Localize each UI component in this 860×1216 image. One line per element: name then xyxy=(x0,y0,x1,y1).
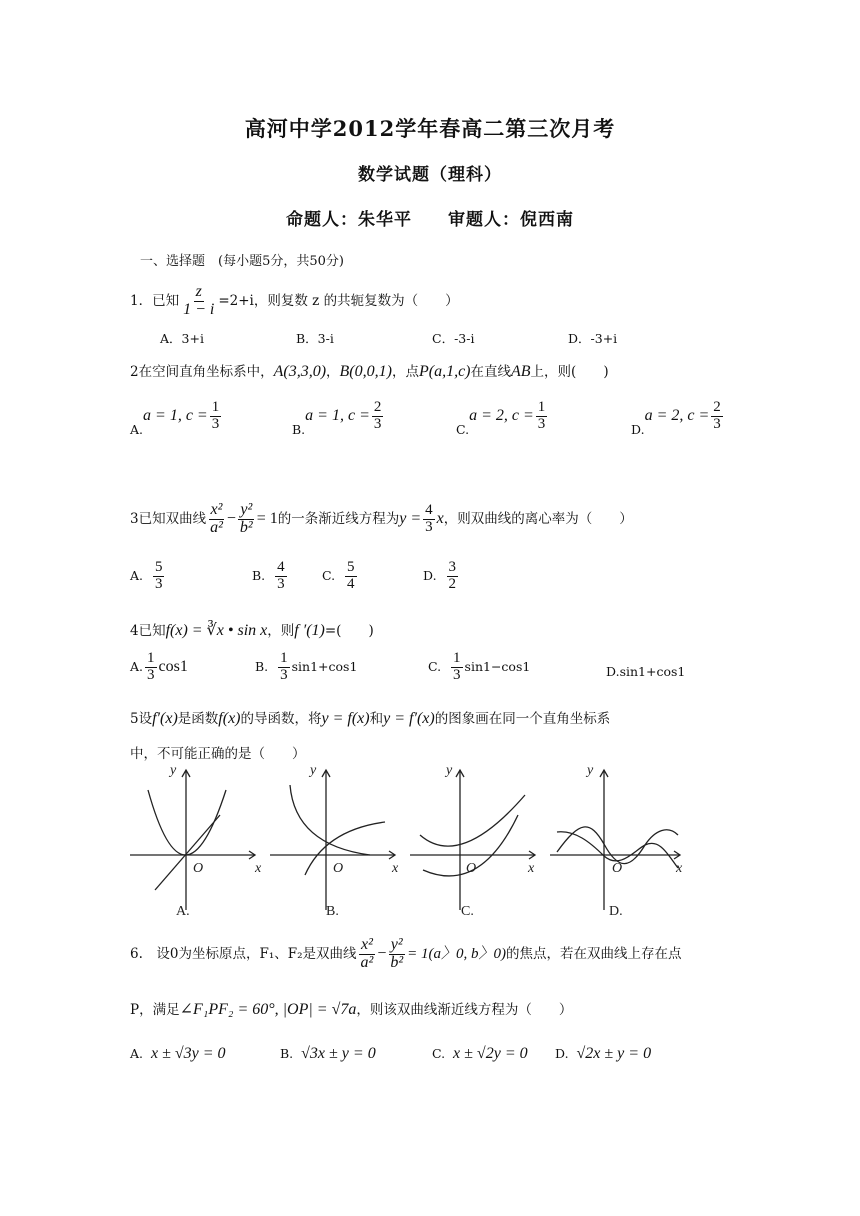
q2-option-c-expr: a = 2, c = xyxy=(469,406,534,424)
q3-frac-y-den: b² xyxy=(239,518,253,536)
q2-option-a-label: A. xyxy=(130,421,144,437)
q4-option-c-tail: sin1−cos1 xyxy=(464,658,531,674)
q2-option-b-num: 2 xyxy=(373,399,382,415)
q2-option-d-den: 3 xyxy=(713,415,721,432)
q3-frac-x-num: x² xyxy=(210,501,223,518)
q5-prefix: 5设 xyxy=(130,711,153,727)
q6-option-b-expr: √3x ± y = 0 xyxy=(301,1045,376,1062)
q6-condition: = 1(a〉0, b〉0) xyxy=(407,945,507,962)
q6-option-d xyxy=(555,1045,651,1063)
q3-option-a xyxy=(130,560,166,593)
q6-option-c-label: C. xyxy=(432,1046,446,1061)
q3-y: y = xyxy=(399,509,422,527)
q2-option-d-frac xyxy=(711,400,723,433)
q3-option-d-label: D. xyxy=(423,567,437,583)
q6-line2-suffix: ，则该双曲线渐近线方程为（ ） xyxy=(356,1002,573,1018)
q2-option-a-frac xyxy=(210,400,222,433)
q5-t3: 的图象画在同一个直角坐标系 xyxy=(434,711,611,727)
graph-b-curve-2 xyxy=(305,822,385,875)
graph-d-curve-1 xyxy=(557,827,678,864)
q2-line-ab: AB xyxy=(511,363,531,380)
q3-option-c-label: C. xyxy=(322,567,336,583)
q3-option-d-frac xyxy=(447,560,459,593)
section-heading: 一、选择题 (每小题5分，共50分) xyxy=(140,254,344,269)
q3-option-b-num: 4 xyxy=(277,559,285,575)
q2-option-c-num: 1 xyxy=(537,399,546,415)
q5-y1: y = f(x) xyxy=(321,710,370,727)
q4-option-a-num: 1 xyxy=(147,650,155,666)
q3-eq1: = 1 xyxy=(256,509,278,527)
q6-condition-2: ∠F₁PF₂ = 60°, |OP| = √7a xyxy=(179,1001,357,1018)
q5-graphs xyxy=(120,760,700,925)
q6-frac-y xyxy=(388,937,405,972)
graph-b-curve-1 xyxy=(290,785,370,855)
q4-suffix: =( ) xyxy=(324,623,374,639)
q4-option-b-den: 3 xyxy=(280,666,288,683)
q2-option-b-label: B. xyxy=(292,421,306,437)
q1-text: =2+i，则复数 z 的共轭复数为（ ） xyxy=(218,292,459,309)
q1-prefix: 1．已知 xyxy=(130,292,180,309)
q1-option-c: C．-3-i xyxy=(432,331,475,346)
q6-option-c-expr: x ± √2y = 0 xyxy=(453,1045,528,1062)
q6-prefix: 6. 设0为坐标原点，F₁、F₂是双曲线 xyxy=(130,945,357,962)
q5-fprime: f′(x) xyxy=(152,710,178,727)
graph-b-origin: O xyxy=(333,861,344,876)
graph-d-y-label: y xyxy=(587,763,594,778)
question-3 xyxy=(130,502,633,537)
question-5 xyxy=(130,707,610,728)
graph-b-x-label: x xyxy=(392,861,399,876)
q3-option-b-frac xyxy=(275,560,287,593)
q1-frac-num: z xyxy=(195,283,202,300)
q4-option-a-frac xyxy=(145,651,157,684)
q1-option-a: A．3+i xyxy=(160,331,204,346)
graph-c-origin: O xyxy=(466,861,477,876)
q1-option-d: D．-3+i xyxy=(568,331,618,346)
q1-frac-den: 1 − i xyxy=(183,300,215,318)
q5-t1: 是函数 xyxy=(177,711,219,727)
q3-option-b-den: 3 xyxy=(277,575,285,592)
q2-option-b-frac xyxy=(372,400,384,433)
q6-line2 xyxy=(130,998,572,1019)
q3-option-a-num: 5 xyxy=(154,559,163,575)
q2-point-a: A(3,3,0) xyxy=(273,363,327,380)
q6-frac-y-den: b² xyxy=(390,953,404,971)
q6-frac-x xyxy=(359,937,376,972)
q6-option-b xyxy=(280,1045,376,1063)
q6-option-b-label: B. xyxy=(280,1046,294,1061)
graph-d-x-label: x xyxy=(676,861,683,876)
q4-option-a xyxy=(130,651,188,684)
q6-minus: − xyxy=(377,944,387,962)
q1-fraction xyxy=(181,284,216,319)
question-6 xyxy=(130,937,682,972)
q3-suffix: ，则双曲线的离心率为（ ） xyxy=(443,510,633,527)
q4-option-c-den: 3 xyxy=(453,666,461,683)
q3-option-a-frac xyxy=(153,560,165,593)
q2-option-c-frac xyxy=(536,400,548,433)
q1-option-b: B．3-i xyxy=(296,331,334,346)
q6-option-a xyxy=(130,1045,226,1063)
q2-option-c xyxy=(456,400,549,437)
graph-b-label: B. xyxy=(326,904,339,919)
graph-c-curve-1 xyxy=(420,795,525,846)
q3-option-c-num: 5 xyxy=(347,559,355,575)
question-2 xyxy=(130,360,609,381)
q2-option-d xyxy=(631,400,725,437)
q6-option-a-label: A. xyxy=(130,1046,144,1061)
q3-option-d-den: 2 xyxy=(448,575,457,592)
q4-option-b-label: B. xyxy=(255,658,269,674)
q3-option-a-den: 3 xyxy=(154,575,163,592)
q2-option-c-label: C. xyxy=(456,421,470,437)
graph-a-origin: O xyxy=(193,861,204,876)
q2-option-d-num: 2 xyxy=(713,399,721,415)
q3-frac-y-num: y² xyxy=(240,501,253,518)
q4-option-c xyxy=(428,651,530,684)
q6-frac-y-num: y² xyxy=(390,936,403,953)
q4-option-a-label: A. xyxy=(130,658,144,674)
graph-d-label: D. xyxy=(609,904,623,919)
q2-prefix: 2在空间直角坐标系中， xyxy=(130,364,274,380)
q3-option-c-den: 4 xyxy=(347,575,355,592)
q4-option-a-tail: cos1 xyxy=(158,657,188,675)
graph-a-y-label: y xyxy=(170,763,177,778)
q3-mid: 的一条渐近线方程为 xyxy=(277,510,400,527)
graph-a-label: A. xyxy=(176,904,190,919)
page-title: 高河中学2012学年春高二第三次月考 xyxy=(244,116,616,141)
q4-option-a-den: 3 xyxy=(147,666,155,683)
q4-option-d-tail: sin1+cos1 xyxy=(619,664,686,679)
graph-d xyxy=(550,770,680,910)
q2-option-d-expr: a = 2, c = xyxy=(644,406,710,424)
q5-line2: 中，不可能正确的是（ ） xyxy=(130,746,306,762)
q3-prefix: 3已知双曲线 xyxy=(130,510,207,527)
q4-mid: ，则 xyxy=(267,623,295,639)
q3-minus: − xyxy=(226,509,236,527)
question-1 xyxy=(130,284,459,319)
q2-option-a-expr: a = 1, c = xyxy=(143,406,208,424)
q4-option-b-frac xyxy=(278,651,290,684)
graph-a-x-label: x xyxy=(255,861,262,876)
q6-option-d-expr: √2x ± y = 0 xyxy=(576,1045,652,1062)
q3-option-b xyxy=(252,560,289,593)
graph-b xyxy=(270,770,395,910)
q4-function: f(x) = ∛x • sin x xyxy=(165,622,268,639)
q4-prefix: 4已知 xyxy=(130,623,166,639)
q6-frac-x-num: x² xyxy=(360,936,373,953)
q3-frac-x xyxy=(208,502,225,537)
q2-option-d-label: D. xyxy=(631,421,645,437)
exam-subtitle: 数学试题（理科） xyxy=(358,165,502,185)
graph-c-label: C. xyxy=(461,904,474,919)
graph-c xyxy=(410,770,535,910)
q4-option-b-tail: sin1+cos1 xyxy=(291,658,358,674)
exam-authors: 命题人：朱华平 审题人：倪西南 xyxy=(286,210,574,230)
q6-option-a-expr: x ± √3y = 0 xyxy=(150,1045,226,1062)
q5-y2: y = f′(x) xyxy=(383,710,435,727)
q6-line2-prefix: P，满足 xyxy=(130,1002,180,1018)
q4-option-c-label: C. xyxy=(428,658,442,674)
graph-c-y-label: y xyxy=(446,763,453,778)
q2-point-p: P(a,1,c) xyxy=(418,363,471,380)
q5-f: f(x) xyxy=(218,710,241,727)
q2-option-a-num: 1 xyxy=(211,399,220,415)
q2-option-b xyxy=(292,400,385,437)
graph-b-y-label: y xyxy=(310,763,317,778)
graph-a-line xyxy=(155,815,220,890)
graph-c-x-label: x xyxy=(528,861,535,876)
q4-option-c-frac xyxy=(451,651,463,684)
q4-option-d-label: D. xyxy=(606,664,620,679)
q3-frac-y xyxy=(238,502,255,537)
q2-point-b: B(0,0,1) xyxy=(339,363,392,380)
q6-option-d-label: D. xyxy=(555,1046,569,1061)
q3-slope-den: 3 xyxy=(425,518,433,535)
q2-option-a-den: 3 xyxy=(211,415,220,432)
q4-option-b xyxy=(255,651,357,684)
q5-t2: 的导函数，将 xyxy=(240,711,322,727)
q3-option-d xyxy=(423,560,460,593)
q4-option-b-num: 1 xyxy=(280,650,288,666)
q2-suffix: 上，则( ) xyxy=(530,364,609,380)
q3-option-c-frac xyxy=(345,560,357,593)
q2-option-b-expr: a = 1, c = xyxy=(305,406,370,424)
graph-a xyxy=(130,770,255,910)
q2-option-b-den: 3 xyxy=(373,415,382,432)
q3-option-a-label: A. xyxy=(130,567,144,583)
q3-frac-x-den: a² xyxy=(210,518,223,536)
q5-and: 和 xyxy=(369,711,384,727)
q2-comma: ， xyxy=(326,364,340,380)
q3-frac-slope xyxy=(423,503,435,536)
q6-suffix: 的焦点，若在双曲线上存在点 xyxy=(506,945,682,962)
q3-slope-num: 4 xyxy=(425,502,433,519)
q3-option-d-num: 3 xyxy=(448,559,457,575)
q3-option-c xyxy=(322,560,359,593)
q3-option-b-label: B. xyxy=(252,567,266,583)
q2-option-a xyxy=(130,400,223,437)
question-4 xyxy=(130,619,374,640)
q4-option-d xyxy=(606,664,685,679)
graph-d-origin: O xyxy=(612,861,623,876)
q2-line: 在直线 xyxy=(470,364,511,380)
q3-x: x xyxy=(436,509,444,527)
q2-mid: ，点 xyxy=(391,364,419,380)
q6-option-c xyxy=(432,1045,528,1063)
q4-option-c-num: 1 xyxy=(453,650,461,666)
q6-frac-x-den: a² xyxy=(360,953,374,971)
q4-derivative: f ′(1) xyxy=(294,622,325,639)
q2-option-c-den: 3 xyxy=(537,415,546,432)
